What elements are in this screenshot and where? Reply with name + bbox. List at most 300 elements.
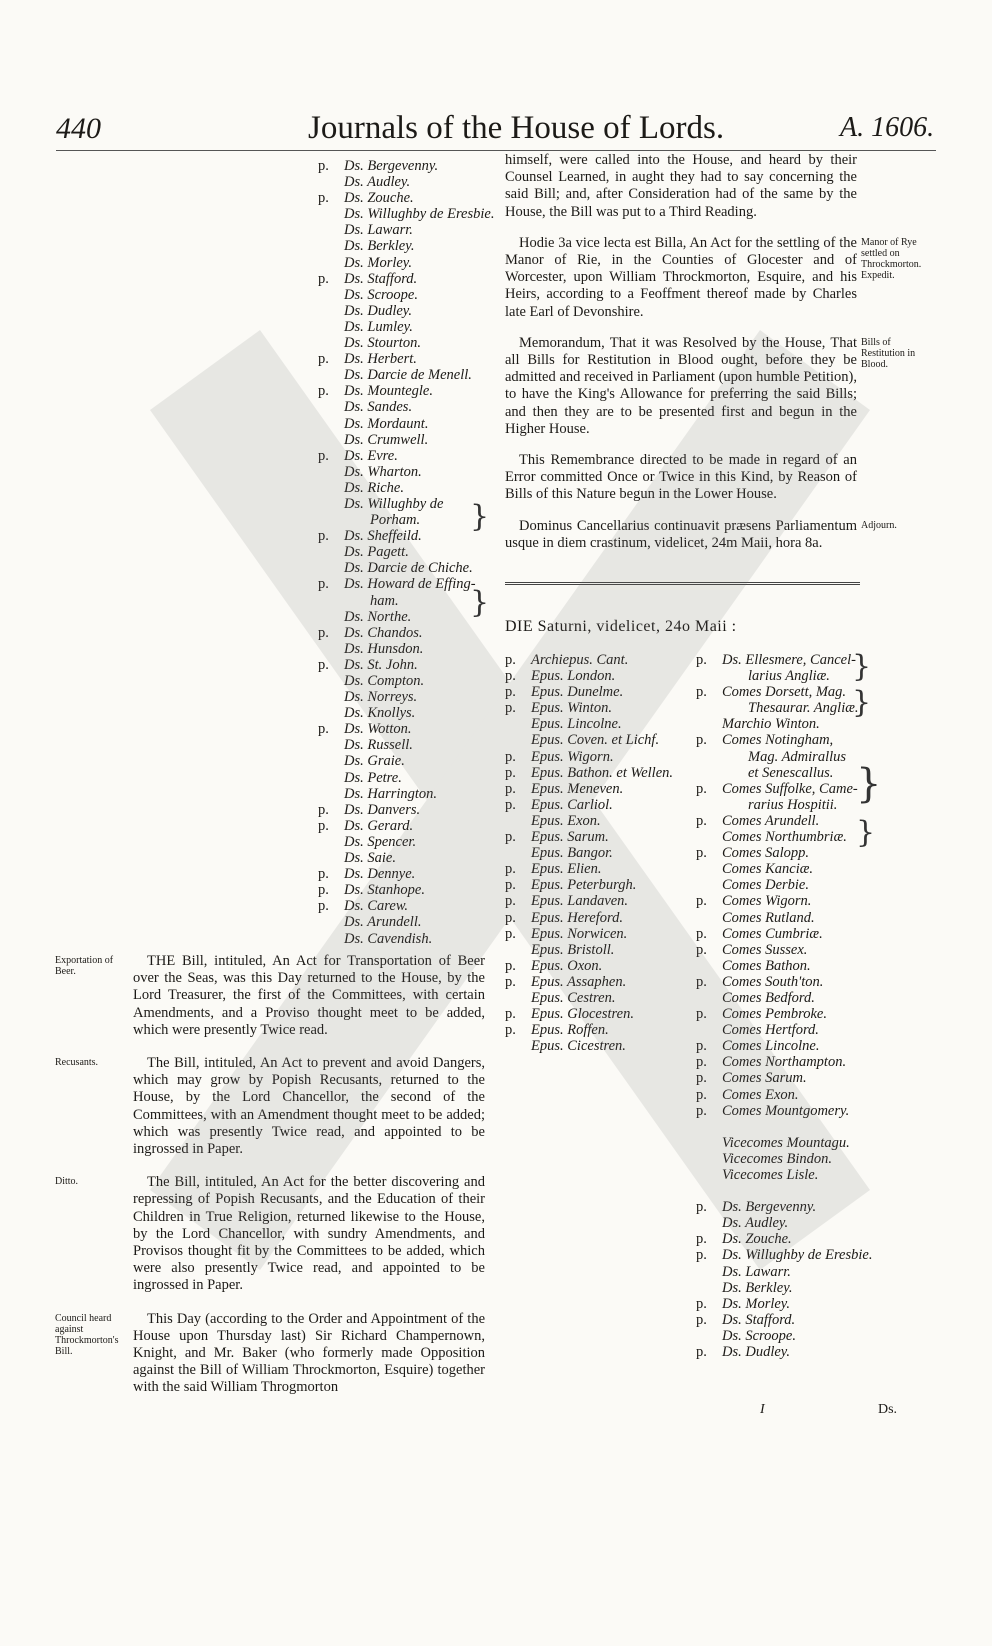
present-mark: p. (318, 817, 329, 834)
paragraph-block (505, 234, 922, 321)
present-mark: p. (696, 1231, 707, 1248)
margin-note: Recusants. (55, 1057, 99, 1069)
lord-name: Epus. Landaven. (531, 893, 629, 910)
lord-name: Ds. Zouche. (722, 1231, 792, 1248)
present-mark: p. (505, 909, 516, 926)
roll-entry (318, 544, 488, 560)
present-mark: p. (505, 1022, 516, 1039)
present-mark: p. (318, 576, 329, 593)
roll-entry (318, 351, 488, 367)
lord-name: ham. (370, 592, 399, 609)
lord-name: Ds. Spencer. (344, 833, 417, 850)
roll-entry (318, 641, 488, 657)
roll-entry (505, 958, 690, 974)
lord-name: Ds. Willughby de (344, 495, 444, 512)
lord-name: Epus. Lincolne. (531, 716, 622, 733)
present-mark: p. (318, 528, 329, 545)
lord-name: Ds. Lawarr. (722, 1263, 791, 1280)
present-mark: p. (505, 748, 516, 765)
lord-name: Comes Pembroke. (722, 1006, 827, 1023)
roll-entry (505, 684, 690, 700)
roll-entry (696, 1231, 896, 1247)
lord-name: Vicecomes Bindon. (722, 1150, 833, 1167)
lord-name: Epus. Exon. (531, 812, 601, 829)
lord-name: Ds. Harrington. (344, 785, 438, 802)
lord-name: Ds. Arundell. (344, 914, 422, 931)
roll-entry (696, 926, 896, 942)
lord-name: Ds. Mountegle. (344, 383, 433, 400)
lord-name: Ds. Willughby de Eresbie. (344, 206, 495, 223)
roll-entry (696, 958, 896, 974)
roll-entry (696, 1328, 896, 1344)
roll-entry (318, 480, 488, 496)
lord-name: Ds. Sandes. (344, 399, 413, 416)
lord-name: Ds. Willughby de Eresbie. (722, 1247, 873, 1264)
present-mark: p. (505, 829, 516, 846)
roll-entry (696, 893, 896, 909)
lord-name: Ds. St. John. (344, 656, 418, 673)
lord-name: Ds. Wharton. (344, 463, 422, 480)
paragraph-block (505, 334, 916, 438)
roll-entry (505, 652, 690, 668)
left-roll-call (318, 158, 495, 947)
roll-entry (505, 926, 690, 942)
lord-name: Comes Wigorn. (722, 893, 812, 910)
roll-entry (318, 512, 488, 528)
lord-name: Comes Sarum. (722, 1070, 807, 1087)
roll-entry (318, 786, 488, 802)
lord-name: Epus. Carliol. (531, 796, 613, 813)
lord-name: Ds. Darcie de Chiche. (344, 560, 473, 577)
paragraph-text: Hodie 3a vice lecta est Billa, An Act for the settling of the Manor of Rie, in the Counties of Glocester and of Worcester, upon William Throckmorton, Esquire, and his Heirs, according to a Feoffment thereof made by Charles late Earl of Devonshire. (505, 234, 857, 320)
roll-entry (505, 990, 690, 1006)
present-mark: p. (505, 668, 516, 685)
present-mark: p. (505, 861, 516, 878)
roll-entry (318, 222, 488, 238)
present-mark: p. (696, 1086, 707, 1103)
present-mark: p. (696, 684, 707, 701)
roll-entry (696, 1022, 896, 1038)
lord-name: Epus. Cestren. (531, 989, 616, 1006)
present-mark: p. (318, 351, 329, 368)
lord-name: Epus. Roffen. (531, 1022, 609, 1039)
day-heading (505, 618, 865, 636)
roll-entry (318, 255, 488, 271)
present-mark: p. (696, 732, 707, 749)
roll-entry (696, 1087, 896, 1103)
roll-entry (318, 914, 488, 930)
present-mark: p. (696, 893, 707, 910)
left-paragraphs (55, 953, 485, 1413)
margin-note: Manor of Rye settled on Throckmorton. Expedit. (861, 236, 922, 281)
lord-name: Ds. Lawarr. (344, 222, 413, 239)
roll-entry (318, 576, 488, 592)
roll-entry (696, 877, 896, 893)
lord-name: Ds. Stourton. (344, 335, 421, 352)
present-mark: p. (318, 624, 329, 641)
roll-entry (696, 1183, 896, 1199)
roll-entry (318, 303, 488, 319)
header-rule (56, 150, 936, 151)
lord-name: Epus. Hereford. (531, 909, 623, 926)
lord-name: Comes Exon. (722, 1086, 799, 1103)
lord-name: Epus. Dunelme. (531, 684, 624, 701)
signature-mark: I (760, 1402, 765, 1417)
lord-name: Comes Cumbriæ. (722, 925, 823, 942)
lord-name: Ds. Northe. (344, 608, 412, 625)
roll-entry (696, 1054, 896, 1070)
present-mark: p. (318, 801, 329, 818)
lord-name: Ds. Berkley. (344, 238, 415, 255)
roll-entry (505, 1022, 690, 1038)
lord-name: Comes Mountgomery. (722, 1102, 850, 1119)
roll-entry (318, 158, 488, 174)
present-mark: p. (505, 764, 516, 781)
roll-entry (318, 609, 488, 625)
lord-name: Ds. Hunsdon. (344, 640, 424, 657)
roll-entry (318, 802, 488, 818)
brace-notingham: } (856, 761, 882, 807)
roll-entry (318, 432, 488, 448)
roll-entry (318, 737, 488, 753)
present-mark: p. (696, 1102, 707, 1119)
running-title: Journals of the House of Lords. (308, 110, 725, 146)
page-number: 440 (56, 112, 101, 145)
lord-name: Ds. Crumwell. (344, 431, 429, 448)
roll-entry (318, 319, 488, 335)
lord-name: Ds. Stafford. (722, 1311, 796, 1328)
lord-name: Comes Suffolke, Came- (722, 780, 858, 797)
lords-list (696, 649, 896, 1361)
roll-entry (318, 528, 488, 544)
lord-name: Ds. Morley. (344, 254, 413, 271)
roll-entry (505, 797, 690, 813)
margin-note: Bills of Restitution in Blood. (861, 336, 916, 370)
lord-name: Epus. Meneven. (531, 780, 624, 797)
roll-entry (318, 898, 488, 914)
roll-entry (696, 1247, 896, 1263)
lord-name: Ds. Bergevenny. (722, 1199, 817, 1216)
roll-entry (318, 721, 488, 737)
lord-name: Epus. Elien. (531, 861, 602, 878)
lord-name: Epus. Cicestren. (531, 1038, 626, 1055)
lord-name: Ds. Dudley. (344, 302, 413, 319)
roll-entry (505, 765, 690, 781)
lord-name: Ds. Evre. (344, 447, 398, 464)
margin-note: Council heard against Throckmorton's Bill. (55, 1312, 119, 1357)
present-mark: p. (696, 780, 707, 797)
roll-entry (318, 496, 488, 512)
present-mark: p. (696, 941, 707, 958)
present-mark: p. (696, 1247, 707, 1264)
roll-entry (505, 1038, 690, 1054)
present-mark: p. (505, 1006, 516, 1023)
lord-name: et Senescallus. (748, 764, 834, 781)
lord-name: Comes Northampton. (722, 1054, 847, 1071)
lord-name: Comes Rutland. (722, 909, 815, 926)
lord-name: Comes South'ton. (722, 973, 824, 990)
lord-name: Comes Kanciæ. (722, 861, 814, 878)
roll-entry (318, 190, 488, 206)
lord-name: Epus. Bathon. et Wellen. (531, 764, 674, 781)
roll-entry (318, 416, 488, 432)
lord-name: Comes Dorsett, Mag. (722, 684, 847, 701)
lord-name: Epus. Winton. (531, 700, 612, 717)
lord-name: Ds. Compton. (344, 673, 425, 689)
roll-entry (505, 668, 690, 684)
lord-name: Ds. Berkley. (722, 1279, 793, 1296)
present-mark: p. (696, 1199, 707, 1216)
lord-name: Vicecomes Lisle. (722, 1167, 819, 1183)
present-mark: p. (318, 383, 329, 400)
brace-ellesmere: } (852, 649, 872, 684)
roll-entry (318, 753, 488, 769)
lord-name: Epus. Sarum. (531, 829, 609, 846)
present-mark: p. (696, 652, 707, 668)
bishops-list (505, 652, 690, 1054)
lord-name: Ds. Scroope. (344, 286, 418, 303)
paragraph-block (55, 1055, 485, 1158)
present-mark: p. (696, 1344, 707, 1361)
lord-name: Comes Derbie. (722, 877, 809, 894)
lord-name: Ds. Scroope. (722, 1327, 796, 1344)
roll-entry (318, 238, 488, 254)
roll-entry (696, 1199, 896, 1215)
roll-entry (318, 705, 488, 721)
lord-name: Ds. Gerard. (344, 817, 414, 834)
roll-entry (505, 700, 690, 716)
paragraph-text: This Day (according to the Order and Appointment of the House upon Thursday last) Sir Richard Champernown, Knight, and Mr. Baker (who formerly made Opposition against the Bill of William Throckmorton, Esquire) together with the said William Throgmorton (133, 1310, 485, 1396)
lord-name: Ds. Petre. (344, 769, 402, 786)
roll-entry (318, 206, 495, 223)
lord-name: Ds. Howard de Effing- (344, 576, 476, 593)
present-mark: p. (505, 893, 516, 910)
lord-name: Ds. Russell. (344, 737, 413, 754)
roll-entry (505, 942, 690, 958)
margin-note: Exportation of Beer. (55, 955, 114, 977)
roll-entry (505, 845, 690, 861)
roll-entry (505, 1006, 690, 1022)
present-mark: p. (318, 882, 329, 899)
roll-entry (505, 749, 690, 765)
lord-name: Ds. Ellesmere, Cancel- (722, 652, 856, 668)
paragraph-block (55, 953, 485, 1039)
present-mark: p. (696, 925, 707, 942)
catchword: Ds. (878, 1402, 898, 1417)
margin-note: Ditto. (55, 1176, 79, 1188)
lord-name: Epus. Glocestren. (531, 1006, 634, 1023)
lord-name: Comes Salopp. (722, 845, 809, 862)
present-mark: p. (318, 158, 329, 174)
roll-entry (318, 448, 488, 464)
roll-entry (318, 625, 488, 641)
lord-name: Ds. Carew. (344, 898, 409, 915)
paragraph-block (505, 452, 857, 504)
roll-entry (318, 271, 488, 287)
paragraph-block (55, 1310, 485, 1397)
brace-suffolke: } (856, 815, 876, 850)
roll-entry (505, 781, 690, 797)
roll-entry (696, 910, 896, 926)
lord-name: Ds. Herbert. (344, 351, 417, 368)
running-year: A. 1606. (840, 112, 935, 143)
lord-name: Epus. Bristoll. (531, 941, 615, 958)
paragraph-text: Memorandum, That it was Resolved by the House, That all Bills for Restitution in Blood ought, before they be admitted and received in Parliament (upon humble Petition), to have the King's Allowance for preferring the said Bills; and then they are to be presented first and begun in the Higher House. (505, 334, 857, 437)
present-mark: p. (696, 1006, 707, 1023)
present-mark: p. (505, 796, 516, 813)
lord-name: Ds. Stanhope. (344, 882, 425, 899)
lord-name: Comes Bedford. (722, 989, 815, 1006)
roll-entry (318, 931, 488, 947)
lord-name: Ds. Dudley. (722, 1344, 791, 1361)
present-mark: p. (505, 652, 516, 668)
roll-entry (696, 1280, 896, 1296)
paragraph-text: The Bill, intituled, An Act to prevent and avoid Dangers, which may grow by Popish Recusants, returned to the House, by the Lord Chancellor, the second of the Committees, with an Amendment thought meet to be added; which was presently Twice read, and appointed to be ingrossed in Paper. (133, 1055, 485, 1158)
present-mark: p. (696, 1295, 707, 1312)
roll-entry (696, 1135, 896, 1151)
paragraph-text: himself, were called into the House, and heard by their Counsel Learned, in aught they had to say concerning the said Bill; and, after Consideration had of the same by the House, the Bill was put to a Third Reading. (505, 152, 857, 220)
lord-name: Ds. Saie. (344, 850, 396, 867)
lord-name: Comes Lincolne. (722, 1038, 820, 1055)
lord-name: Ds. Stafford. (344, 270, 418, 287)
present-mark: p. (505, 684, 516, 701)
present-mark: p. (505, 957, 516, 974)
paragraph-block (505, 152, 857, 221)
roll-entry (318, 866, 488, 882)
lord-name: Ds. Wotton. (344, 721, 412, 738)
lord-name: Comes Notingham, (722, 732, 834, 749)
lord-name: larius Angliæ. (748, 668, 830, 685)
present-mark: p. (505, 700, 516, 717)
lord-name: Ds. Chandos. (344, 624, 423, 641)
roll-entry (318, 560, 488, 576)
present-mark: p. (696, 812, 707, 829)
roll-entry (318, 383, 488, 399)
lord-name: Epus. Wigorn. (531, 748, 614, 765)
lord-name: Comes Bathon. (722, 957, 811, 974)
roll-entry (696, 1264, 896, 1280)
lord-name: Vicecomes Mountagu. (722, 1134, 850, 1151)
roll-entry (318, 834, 488, 850)
lord-name: Archiepus. Cant. (531, 652, 629, 668)
roll-entry (696, 1103, 896, 1119)
present-mark: p. (696, 1070, 707, 1087)
paragraph-text: THE Bill, intituled, An Act for Transportation of Beer over the Seas, was this Day returned to the House, by the Lord Treasurer, the first of the Committees, with certain Amendments, and a Proviso thought meet to be added, which were presently Twice read. (133, 953, 485, 1038)
lord-name: Ds. Zouche. (344, 190, 414, 207)
paragraph-text: The Bill, intituled, An Act for the better discovering and repressing of Popish Recusants, and the Education of their Children in True Religion, returned likewise to the House, by the Lord Chancellor, with sundry Amendments, and Provisos thought fit by the Committees to be added, which were also presently Twice read, and appointed to be ingrossed in Paper. (133, 1174, 485, 1294)
roll-entry (318, 882, 488, 898)
roll-entry (696, 1070, 896, 1086)
roll-entry (505, 877, 690, 893)
roll-entry (318, 770, 488, 786)
lord-name: Ds. Sheffeild. (344, 528, 422, 545)
roll-entry (505, 974, 690, 990)
present-mark: p. (318, 866, 329, 883)
margin-note: Adjourn. (861, 519, 897, 531)
lord-name: Ds. Morley. (722, 1295, 791, 1312)
lord-name: rarius Hospitii. (748, 796, 838, 813)
lord-name: Ds. Riche. (344, 479, 404, 496)
present-mark: p. (696, 973, 707, 990)
roll-entry (318, 673, 488, 689)
lord-name: Ds. Mordaunt. (344, 415, 429, 432)
paragraph-text: Dominus Cancellarius continuavit præsens Parliamentum usque in diem crastinum, videlicet, 24m Maii, hora 8a. (505, 517, 857, 551)
lord-name (722, 1183, 726, 1199)
roll-entry (505, 732, 690, 748)
lord-name: Epus. Peterburgh. (531, 877, 637, 894)
day-heading-text: DIE Saturni, videlicet, 24o Maii : (505, 618, 737, 635)
present-mark: p. (318, 656, 329, 673)
present-mark: p. (505, 973, 516, 990)
lord-name: Comes Northumbriæ. (722, 829, 847, 846)
lord-name: Epus. Bangor. (531, 845, 613, 862)
lord-name: Porham. (370, 512, 421, 529)
lord-name: Ds. Lumley. (344, 318, 413, 335)
roll-entry (505, 829, 690, 845)
lord-name: Ds. Danvers. (344, 801, 421, 818)
lord-name: Ds. Pagett. (344, 544, 409, 561)
present-mark: p. (318, 270, 329, 287)
roll-entry (696, 732, 896, 748)
present-mark: p. (318, 190, 329, 207)
roll-entry (318, 335, 488, 351)
lord-name (722, 1119, 726, 1135)
lord-name: Ds. Audley. (722, 1215, 789, 1232)
lord-name: Ds. Norreys. (344, 689, 418, 706)
lord-name: Epus. London. (531, 668, 616, 685)
roll-entry (318, 850, 488, 866)
roll-entry (696, 942, 896, 958)
roll-entry (318, 657, 488, 673)
present-mark: p. (505, 877, 516, 894)
present-mark: p. (696, 1054, 707, 1071)
roll-entry (696, 974, 896, 990)
roll-entry (696, 1215, 896, 1231)
paragraph-block (505, 517, 897, 552)
lord-name: Comes Sussex. (722, 941, 808, 958)
lord-name: Comes Hertford. (722, 1022, 819, 1039)
present-mark: p. (318, 721, 329, 738)
roll-entry (318, 464, 488, 480)
roll-entry (505, 813, 690, 829)
roll-entry (318, 399, 488, 415)
roll-entry (696, 1038, 896, 1054)
lord-name: Ds. Bergevenny. (344, 158, 439, 174)
roll-entry (505, 716, 690, 732)
roll-entry (505, 861, 690, 877)
roll-entry (696, 1296, 896, 1312)
lord-name: Epus. Coven. et Lichf. (531, 732, 660, 749)
lord-name: Ds. Audley. (344, 174, 411, 191)
roll-entry (318, 689, 488, 705)
brace-dorsett: } (852, 685, 872, 720)
lord-name: Ds. Dennye. (344, 866, 416, 883)
lord-name: Ds. Darcie de Menell. (344, 367, 472, 384)
roll-entry (696, 990, 896, 1006)
present-mark: p. (318, 898, 329, 915)
roll-entry (318, 367, 488, 383)
roll-entry (696, 1167, 896, 1183)
roll-entry (696, 1119, 896, 1135)
roll-entry (318, 174, 488, 190)
roll-entry (318, 593, 488, 609)
present-mark: p. (505, 925, 516, 942)
paragraph-block (55, 1174, 485, 1294)
present-mark: p. (696, 845, 707, 862)
roll-entry (696, 1151, 896, 1167)
roll-entry (318, 818, 488, 834)
roll-entry (696, 1344, 896, 1360)
